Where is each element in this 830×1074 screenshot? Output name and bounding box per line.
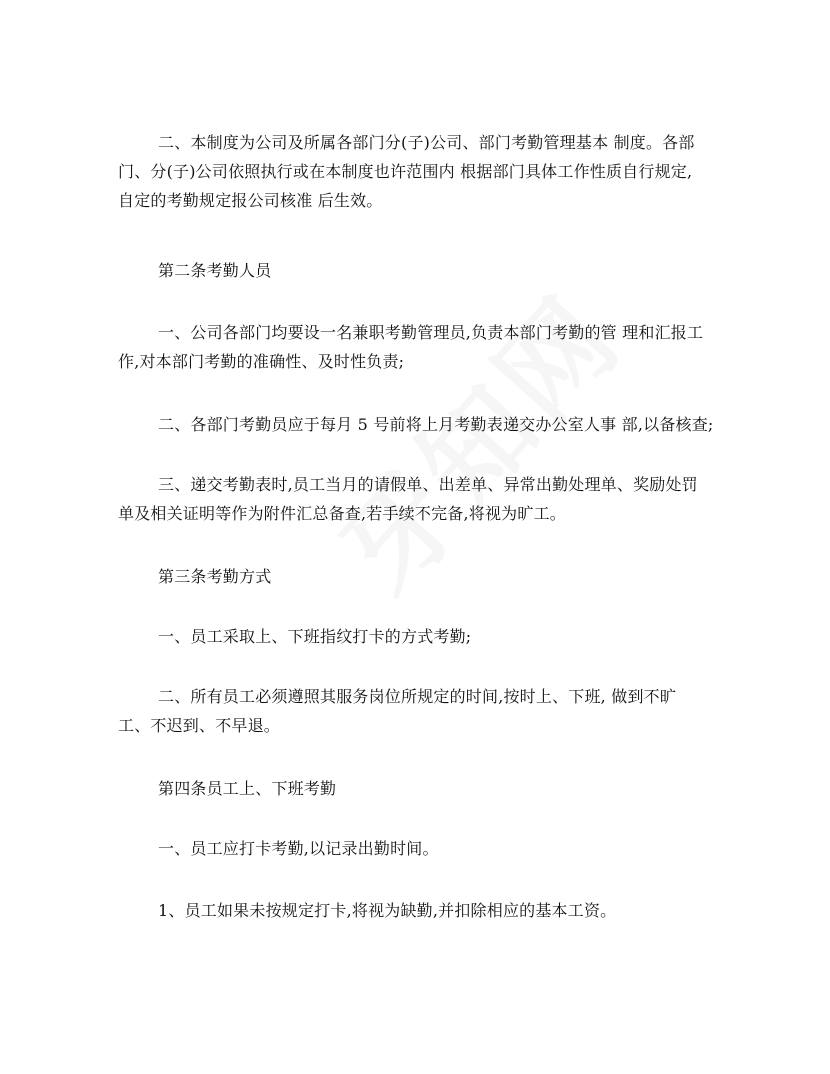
paragraph-line: 工、不迟到、不早退。 bbox=[118, 716, 281, 735]
paragraph-fingerprint bbox=[118, 622, 718, 651]
paragraph-line: 作,对本部门考勤的准确性、及时性负责; bbox=[118, 352, 405, 371]
paragraph-line: 二、本制度为公司及所属各部门分(子)公司、部门考勤管理基本 制度。各部 bbox=[158, 133, 695, 152]
paragraph-line: 二、所有员工必须遵照其服务岗位所规定的时间,按时上、下班, 做到不旷 bbox=[158, 687, 677, 706]
paragraph-line: 一、员工采取上、下班指纹打卡的方式考勤; bbox=[158, 627, 472, 646]
paragraph-attachments bbox=[118, 470, 718, 528]
paragraph-line: 一、员工应打卡考勤,以记录出勤时间。 bbox=[158, 839, 439, 858]
article-heading-2 bbox=[118, 256, 718, 285]
paragraph-line: 二、各部门考勤员应于每月 5 号前将上月考勤表递交办公室人事 部,以备核查; bbox=[158, 415, 714, 434]
article-heading-4 bbox=[118, 774, 718, 803]
paragraph-line: 一、公司各部门均要设一名兼职考勤管理员,负责本部门考勤的管 理和汇报工 bbox=[158, 323, 704, 342]
paragraph-line: 单及相关证明等作为附件汇总备查,若手续不完备,将视为旷工。 bbox=[118, 504, 566, 523]
heading-line: 第三条考勤方式 bbox=[158, 567, 272, 586]
paragraph-punctuality bbox=[118, 682, 718, 740]
paragraph-line: 门、分(子)公司依照执行或在本制度也许范围内 根据部门具体工作性质自行规定, bbox=[118, 162, 693, 181]
paragraph-clock-in bbox=[118, 834, 718, 863]
paragraph-line: 三、递交考勤表时,员工当月的请假单、出差单、异常出勤处理单、奖励处罚 bbox=[158, 475, 698, 494]
paragraph-scope-rule bbox=[118, 128, 718, 215]
paragraph-missed-punch bbox=[118, 896, 718, 925]
heading-line: 第二条考勤人员 bbox=[158, 261, 272, 280]
article-heading-3 bbox=[118, 562, 718, 591]
paragraph-attendance-admin bbox=[118, 318, 718, 376]
paragraph-line: 自定的考勤规定报公司核准 后生效。 bbox=[118, 191, 383, 210]
paragraph-line: 1、员工如果未按规定打卡,将视为缺勤,并扣除相应的基本工资。 bbox=[158, 901, 617, 920]
paragraph-monthly-submission bbox=[118, 410, 718, 439]
heading-line: 第四条员工上、下班考勤 bbox=[158, 779, 337, 798]
